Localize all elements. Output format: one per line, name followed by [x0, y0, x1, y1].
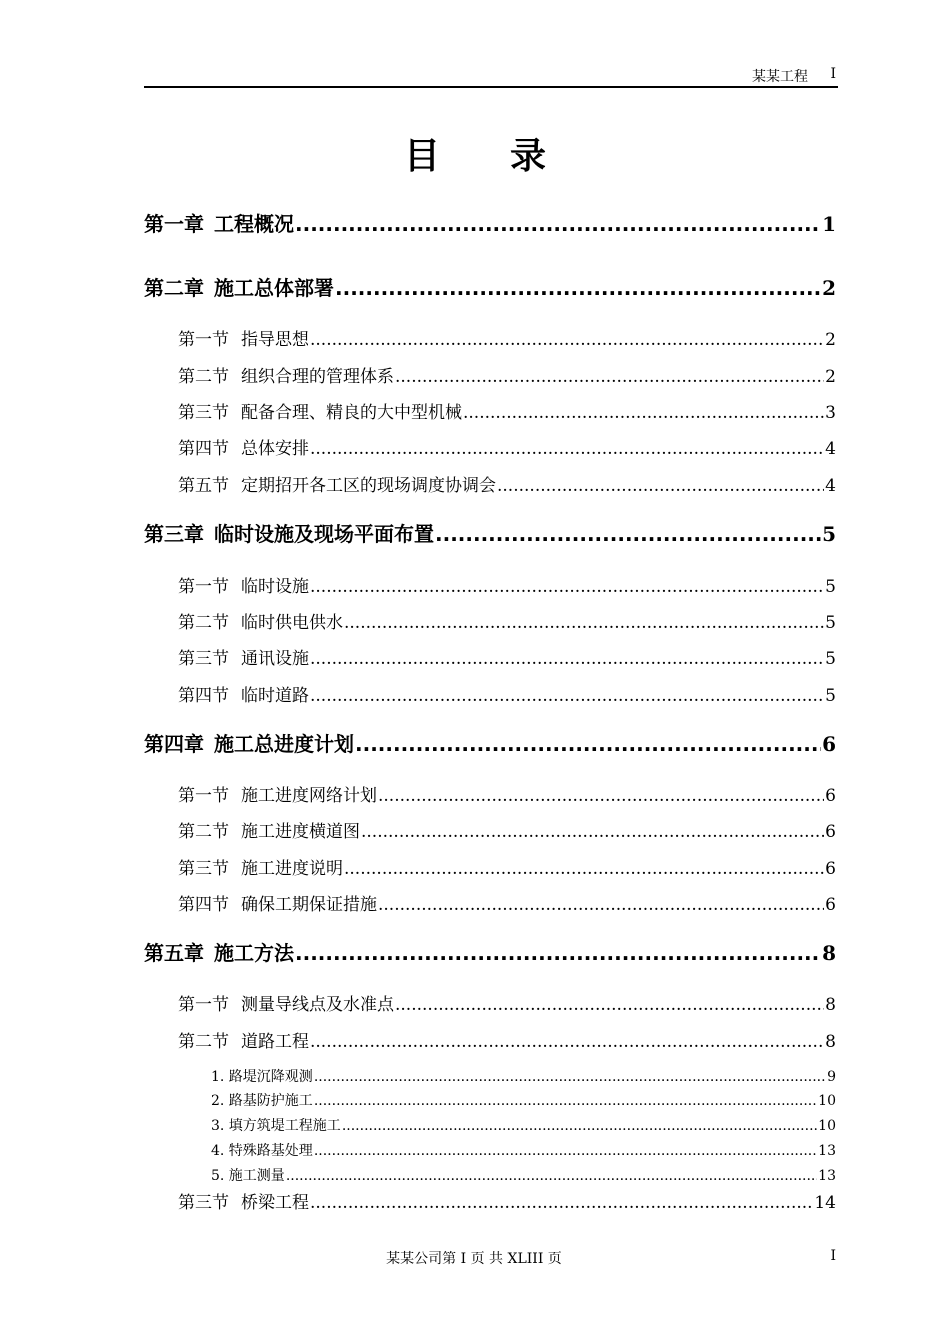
section-page: 5: [825, 686, 836, 706]
subsection-page: 10: [818, 1093, 836, 1109]
leader-dots: [335, 276, 821, 300]
toc-section[interactable]: [178, 681, 836, 706]
toc-subsection[interactable]: [211, 1115, 836, 1135]
leader-dots: [310, 1032, 824, 1052]
leader-dots: [310, 577, 824, 597]
toc-section[interactable]: [178, 817, 836, 842]
section-title: 施工进度横道图: [241, 822, 360, 842]
toc-section[interactable]: [178, 781, 836, 806]
footer-text: 某某公司第 I 页 共 XLIII 页: [386, 1251, 562, 1267]
toc-chapter-2[interactable]: [144, 272, 836, 301]
chapter-title: 工程概况: [214, 212, 294, 236]
leader-dots: [342, 1118, 817, 1134]
leader-dots: [361, 822, 824, 842]
section-page: 4: [825, 476, 836, 496]
toc-section[interactable]: [178, 990, 836, 1015]
leader-dots: [435, 522, 821, 546]
section-number: 第五节: [178, 476, 229, 496]
toc-chapter-3[interactable]: [144, 518, 836, 547]
section-title: 桥梁工程: [241, 1193, 309, 1213]
section-number: 第一节: [178, 577, 229, 597]
section-page: 2: [825, 330, 836, 350]
toc-chapter-4[interactable]: [144, 728, 836, 757]
leader-dots: [355, 732, 821, 756]
subsection-title: 5. 施工测量: [211, 1168, 285, 1184]
section-page: 6: [825, 786, 836, 806]
toc-section[interactable]: [178, 362, 836, 387]
leader-dots: [395, 995, 824, 1015]
section-title: 组织合理的管理体系: [241, 367, 394, 387]
footer-page-number: I: [830, 1248, 836, 1264]
toc-section[interactable]: [178, 854, 836, 879]
toc-section[interactable]: [178, 471, 836, 496]
toc-section[interactable]: [178, 608, 836, 633]
section-title: 确保工期保证措施: [241, 895, 377, 915]
toc-subsection[interactable]: [211, 1066, 836, 1086]
subsection-page: 13: [818, 1168, 836, 1184]
toc-chapter-1[interactable]: [144, 208, 836, 237]
toc-subsection[interactable]: [211, 1090, 836, 1110]
section-page: 6: [825, 895, 836, 915]
section-number: 第一节: [178, 786, 229, 806]
section-page: 14: [814, 1193, 836, 1213]
header-page-number: I: [830, 66, 836, 82]
leader-dots: [310, 1193, 813, 1213]
leader-dots: [463, 403, 824, 423]
section-title: 临时道路: [241, 686, 309, 706]
chapter-number: 第一章: [144, 212, 204, 236]
leader-dots: [310, 686, 824, 706]
section-title: 道路工程: [241, 1032, 309, 1052]
section-page: 6: [825, 822, 836, 842]
section-number: 第一节: [178, 330, 229, 350]
section-page: 5: [825, 649, 836, 669]
header-title: 某某工程: [752, 69, 808, 85]
subsection-page: 10: [818, 1118, 836, 1134]
section-title: 配备合理、精良的大中型机械: [241, 403, 462, 423]
chapter-page: 6: [822, 732, 836, 756]
section-page: 3: [825, 403, 836, 423]
toc-section[interactable]: [178, 1027, 836, 1052]
chapter-title: 施工方法: [214, 941, 294, 965]
subsection-page: 9: [827, 1069, 836, 1085]
section-number: 第四节: [178, 686, 229, 706]
leader-dots: [344, 613, 824, 633]
section-page: 8: [825, 1032, 836, 1052]
subsection-title: 1. 路堤沉降观测: [211, 1069, 313, 1085]
page-header: [144, 62, 838, 88]
section-title: 临时供电供水: [241, 613, 343, 633]
chapter-number: 第二章: [144, 276, 204, 300]
section-title: 通讯设施: [241, 649, 309, 669]
subsection-title: 2. 路基防护施工: [211, 1093, 313, 1109]
section-page: 5: [825, 577, 836, 597]
section-number: 第四节: [178, 439, 229, 459]
chapter-page: 1: [822, 212, 836, 236]
leader-dots: [314, 1143, 817, 1159]
subsection-page: 13: [818, 1143, 836, 1159]
toc-section[interactable]: [178, 572, 836, 597]
section-page: 2: [825, 367, 836, 387]
section-number: 第一节: [178, 995, 229, 1015]
section-number: 第三节: [178, 1193, 229, 1213]
section-title: 施工进度网络计划: [241, 786, 377, 806]
leader-dots: [310, 649, 824, 669]
section-number: 第四节: [178, 895, 229, 915]
chapter-title: 施工总进度计划: [214, 732, 354, 756]
document-title: 目录: [403, 136, 616, 177]
chapter-number: 第五章: [144, 941, 204, 965]
toc-subsection[interactable]: [211, 1165, 836, 1185]
section-number: 第三节: [178, 649, 229, 669]
toc-section[interactable]: [178, 644, 836, 669]
toc-chapter-5[interactable]: [144, 937, 836, 966]
chapter-page: 8: [822, 941, 836, 965]
chapter-number: 第三章: [144, 522, 204, 546]
section-title: 临时设施: [241, 577, 309, 597]
section-number: 第三节: [178, 859, 229, 879]
chapter-page: 2: [822, 276, 836, 300]
toc-section[interactable]: [178, 398, 836, 423]
section-number: 第二节: [178, 613, 229, 633]
subsection-title: 4. 特殊路基处理: [211, 1143, 313, 1159]
section-title: 指导思想: [241, 330, 309, 350]
leader-dots: [314, 1093, 817, 1109]
section-title: 总体安排: [241, 439, 309, 459]
leader-dots: [344, 859, 824, 879]
leader-dots: [497, 476, 824, 496]
section-title: 测量导线点及水准点: [241, 995, 394, 1015]
section-number: 第二节: [178, 822, 229, 842]
section-number: 第二节: [178, 1032, 229, 1052]
leader-dots: [295, 212, 821, 236]
toc-section[interactable]: [178, 1188, 836, 1213]
chapter-title: 临时设施及现场平面布置: [214, 522, 434, 546]
section-page: 6: [825, 859, 836, 879]
toc-section[interactable]: [178, 890, 836, 915]
section-title: 施工进度说明: [241, 859, 343, 879]
section-page: 4: [825, 439, 836, 459]
section-page: 8: [825, 995, 836, 1015]
leader-dots: [310, 330, 824, 350]
chapter-page: 5: [822, 522, 836, 546]
section-title: 定期招开各工区的现场调度协调会: [241, 476, 496, 496]
leader-dots: [314, 1069, 826, 1085]
leader-dots: [378, 895, 824, 915]
section-number: 第二节: [178, 367, 229, 387]
leader-dots: [378, 786, 824, 806]
section-page: 5: [825, 613, 836, 633]
chapter-number: 第四章: [144, 732, 204, 756]
section-number: 第三节: [178, 403, 229, 423]
leader-dots: [295, 941, 821, 965]
toc-section[interactable]: [178, 434, 836, 459]
subsection-title: 3. 填方筑堤工程施工: [211, 1118, 341, 1134]
leader-dots: [310, 439, 824, 459]
leader-dots: [395, 367, 824, 387]
chapter-title: 施工总体部署: [214, 276, 334, 300]
toc-subsection[interactable]: [211, 1140, 836, 1160]
leader-dots: [286, 1168, 817, 1184]
toc-section[interactable]: [178, 325, 836, 350]
